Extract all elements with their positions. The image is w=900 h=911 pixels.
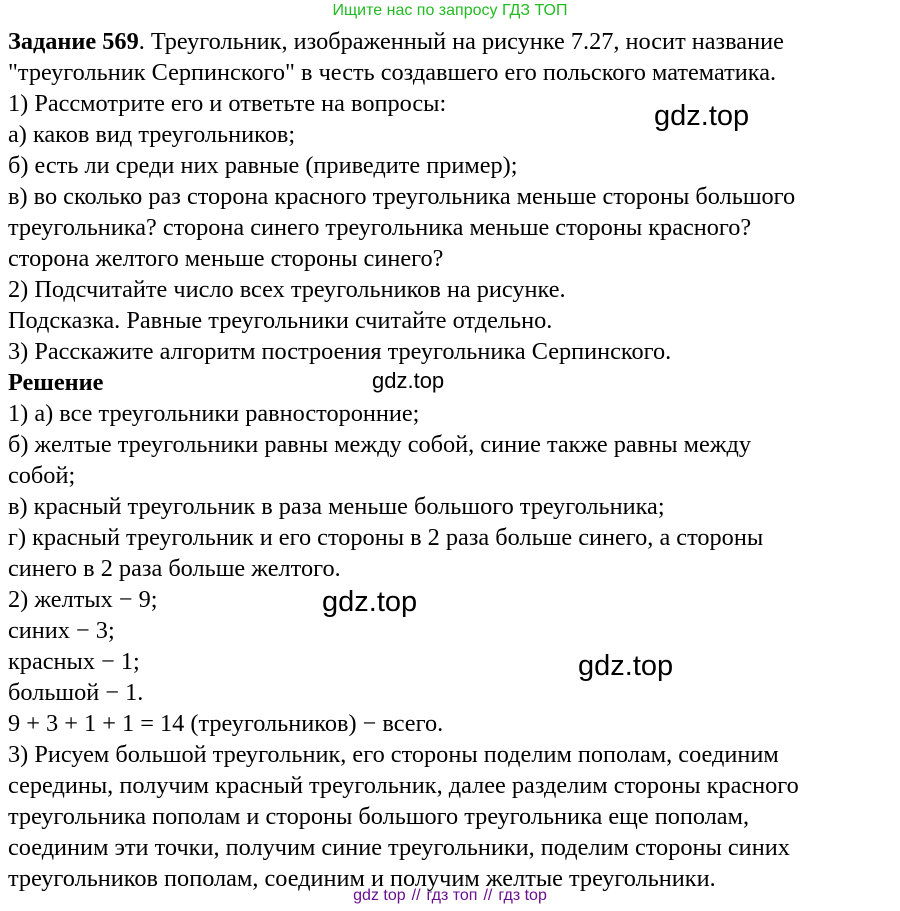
task-question-1: 1) Рассмотрите его и ответьте на вопросы: [8, 90, 447, 117]
task-line-1 [8, 26, 896, 57]
task-question-1b: б) есть ли среди них равные (приведите пример); [8, 152, 518, 179]
solution-line: б) желтые треугольники равны между собой, синие также равны между [8, 431, 752, 458]
solution-line: г) красный треугольник и его стороны в 2 раза больше синего, а стороны [8, 524, 764, 551]
solution-line: в) красный треугольник в раза меньше большого треугольника; [8, 493, 665, 520]
solution-line: большой − 1. [8, 679, 144, 706]
solution-line: соединим эти точки, получим синие треугольники, поделим стороны синих [8, 834, 790, 861]
footer-link-1[interactable]: gdz top [353, 887, 406, 904]
task-question-1v-cont: треугольника? сторона синего треугольника меньше стороны красного? [8, 214, 752, 241]
solution-line: 2) желтых − 9; [8, 586, 158, 613]
watermark: gdz.top [372, 368, 445, 393]
task-line-2: "треугольник Серпинского" в честь создавшего его польского математика. [8, 59, 777, 86]
task-question-1v: в) во сколько раз сторона красного треугольника меньше стороны большого [8, 183, 796, 210]
watermark: gdz.top [654, 100, 750, 132]
solution-line: 1) а) все треугольники равносторонние; [8, 400, 420, 427]
solution-line: красных − 1; [8, 648, 140, 675]
task-question-2: 2) Подсчитайте число всех треугольников на рисунке. [8, 276, 566, 303]
footer-link-3[interactable]: гдз top [498, 887, 547, 904]
footer-separator: // [483, 887, 493, 904]
solution-heading: Решение [8, 369, 104, 396]
solution-line: середины, получим красный треугольник, далее разделим стороны красного [8, 772, 799, 799]
solution-line: треугольников пополам, соединим и получим желтые треугольники. [8, 865, 716, 892]
document-body [8, 26, 896, 894]
solution-line: собой; [8, 462, 76, 489]
solution-line: треугольника пополам и стороны большого треугольника еще пополам, [8, 803, 750, 830]
footer-link-2[interactable]: гдз топ [426, 887, 478, 904]
task-question-1a: а) каков вид треугольников; [8, 121, 296, 148]
solution-line: синих − 3; [8, 617, 115, 644]
top-banner: Ищите нас по запросу ГДЗ ТОП [332, 2, 568, 19]
task-title: Задание 569 [8, 28, 139, 55]
task-hint: Подсказка. Равные треугольники считайте отдельно. [8, 307, 553, 334]
task-question-3: 3) Расскажите алгоритм построения треугольника Серпинского. [8, 338, 672, 365]
footer-separator: // [411, 887, 421, 904]
solution-line: 3) Рисуем большой треугольник, его стороны поделим пополам, соединим [8, 741, 779, 768]
solution-line: 9 + 3 + 1 + 1 = 14 (треугольников) − всего. [8, 710, 444, 737]
watermark: gdz.top [578, 650, 674, 682]
task-intro: . Треугольник, изображенный на рисунке 7.27, носит название [138, 28, 784, 55]
solution-line: синего в 2 раза больше желтого. [8, 555, 341, 582]
task-question-1v-cont2: сторона желтого меньше стороны синего? [8, 245, 444, 272]
footer [0, 885, 900, 907]
watermark: gdz.top [322, 586, 418, 618]
